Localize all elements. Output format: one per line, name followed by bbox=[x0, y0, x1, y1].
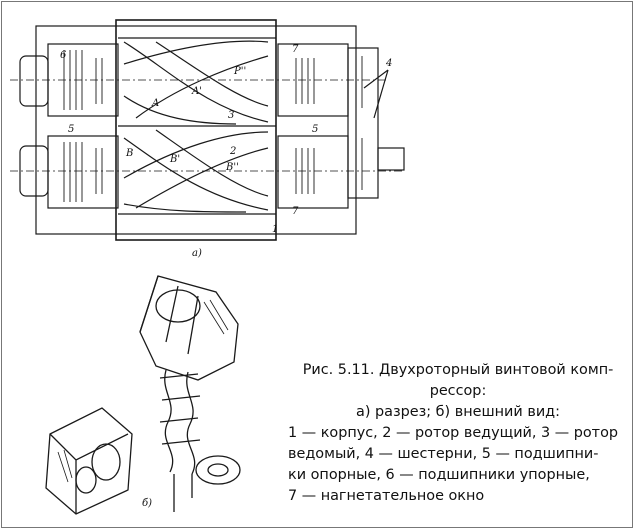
caption-legend-line-1: 1 — корпус, 2 — ротор ведущий, 3 — ротор bbox=[288, 425, 619, 441]
callout-4: 4 bbox=[386, 58, 393, 69]
caption-title-cont: рессор: bbox=[429, 383, 487, 399]
callout-5-right: 5 bbox=[312, 124, 319, 135]
rotor-label-b1: B' bbox=[170, 154, 181, 165]
rotor-label-b2: B'' bbox=[226, 162, 239, 173]
figure-caption bbox=[288, 360, 628, 507]
caption-legend-line-4: 7 — нагнетательное окно bbox=[288, 488, 485, 504]
compressor-external-view bbox=[28, 262, 258, 524]
callout-7-top: 7 bbox=[292, 44, 299, 55]
rotor-label-a: A bbox=[152, 98, 160, 109]
rotor-label-a1: A' bbox=[192, 86, 202, 97]
compressor-section-drawing bbox=[6, 8, 406, 260]
caption-title: Рис. 5.11. Двухроторный винтовой комп- bbox=[302, 362, 614, 378]
subfigure-b-label: б) bbox=[142, 498, 153, 509]
caption-subparts: а) разрез; б) внешний вид: bbox=[356, 404, 560, 420]
callout-5-left: 5 bbox=[68, 124, 75, 135]
caption-legend-line-3: ки опорные, 6 — подшипники упорные, bbox=[288, 467, 590, 483]
rotor-label-p2: P'' bbox=[234, 66, 247, 77]
caption-legend-line-2: ведомый, 4 — шестерни, 5 — подшипни- bbox=[288, 446, 599, 462]
subfigure-a-label: а) bbox=[192, 248, 202, 259]
callout-2: 2 bbox=[230, 146, 237, 157]
rotor-label-b: B bbox=[126, 148, 134, 159]
callout-7-bottom: 7 bbox=[292, 206, 299, 217]
callout-6: 6 bbox=[60, 50, 67, 61]
callout-1: 1 bbox=[272, 224, 279, 235]
callout-3: 3 bbox=[228, 110, 235, 121]
